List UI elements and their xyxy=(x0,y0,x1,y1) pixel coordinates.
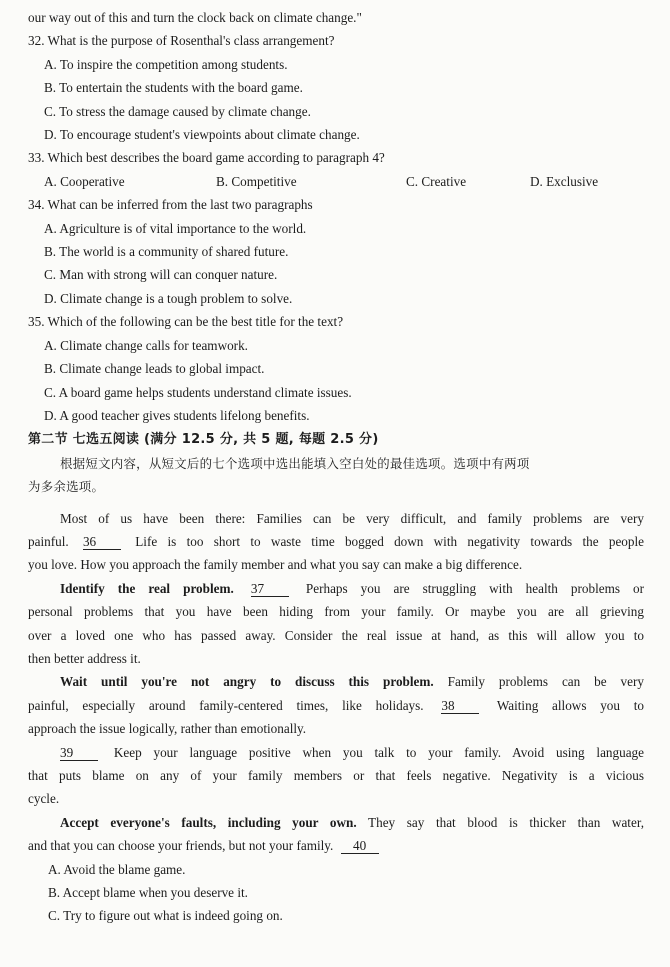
question-35 xyxy=(28,310,644,427)
passage-p5-text: and that you can choose your friends, but not your family. xyxy=(28,838,334,854)
passage-p1-line-3: you love. How you approach the family member and what you say can make a big difference. xyxy=(28,557,523,573)
question-32-stem: 32. What is the purpose of Rosenthal's class arrangement? xyxy=(28,33,335,49)
section-heading: 第二节 七选五阅读 (满分 12.5 分, 共 5 题, 每题 2.5 分) xyxy=(28,432,379,448)
passage-p4-line-1 xyxy=(28,741,644,764)
question-34-option-a: A. Agriculture is of vital importance to the world. xyxy=(44,220,307,236)
passage-p5-heading: Accept everyone's faults, including your own. xyxy=(60,814,357,830)
spacer xyxy=(28,499,644,507)
passage-p5-line-2 xyxy=(28,834,644,857)
passage-p5-line-1 xyxy=(28,811,644,834)
passage-p5-text: They say that blood is thicker than water, xyxy=(368,814,644,830)
question-32-option-c: C. To stress the damage caused by climate change. xyxy=(44,103,311,119)
passage-p3-line-2 xyxy=(28,694,644,717)
passage-closing-line: our way out of this and turn the clock back on climate change." xyxy=(28,10,362,25)
cloze-options xyxy=(28,858,644,928)
passage-p3-text: Waiting allows you to xyxy=(496,697,644,713)
question-34 xyxy=(28,193,644,310)
passage-p1-line-1: Most of us have been there: Families can be very difficult, and family problems are very xyxy=(60,510,644,526)
question-32-option-a: A. To inspire the competition among students. xyxy=(44,56,288,72)
section-instructions-line-2: 为多余选项。 xyxy=(28,479,105,495)
question-32-option-d: D. To encourage student's viewpoints about climate change. xyxy=(44,127,360,143)
passage-p3-heading: Wait until you're not angry to discuss this problem. xyxy=(60,674,434,690)
passage-p3-line-3: approach the issue logically, rather than emotionally. xyxy=(28,721,307,737)
cloze-passage xyxy=(28,507,644,858)
passage-p2-line-1 xyxy=(28,577,644,600)
question-35-option-a: A. Climate change calls for teamwork. xyxy=(44,337,248,353)
question-33-option-d: D. Exclusive xyxy=(530,173,599,189)
question-32 xyxy=(28,29,644,146)
passage-p2-line-4: then better address it. xyxy=(28,650,141,666)
passage-p4-line-2: that puts blame on any of your family members or that feels negative. Negativity is a vicious xyxy=(28,768,644,783)
question-35-option-b: B. Climate change leads to global impact. xyxy=(44,361,265,377)
question-35-option-c: C. A board game helps students understand climate issues. xyxy=(44,384,352,400)
question-33-options xyxy=(28,170,644,193)
passage-p2-text: Perhaps you are struggling with health problems or xyxy=(305,580,645,596)
cloze-option-a: A. Avoid the blame game. xyxy=(48,861,186,877)
question-33-option-c: C. Creative xyxy=(406,173,467,189)
cloze-option-b: B. Accept blame when you deserve it. xyxy=(48,885,248,901)
passage-p3-line-1 xyxy=(28,670,644,693)
passage-p3-text: painful, especially around family-centered times, like holidays. xyxy=(28,697,424,713)
question-34-option-b: B. The world is a community of shared future. xyxy=(44,244,289,260)
question-32-option-b: B. To entertain the students with the board game. xyxy=(44,80,303,96)
passage-p4-line-3: cycle. xyxy=(28,791,60,807)
passage-p1-text: Life is too short to waste time bogged down with negativity towards the people xyxy=(135,533,645,549)
question-33-option-b: B. Competitive xyxy=(216,173,297,189)
question-33 xyxy=(28,146,644,193)
blank-38[interactable]: 38 xyxy=(441,698,479,714)
blank-40[interactable]: 40 xyxy=(341,838,379,854)
section-instructions-line-1: 根据短文内容，从短文后的七个选项中选出能填入空白处的最佳选项。选项中有两项 xyxy=(60,455,530,471)
question-34-stem: 34. What can be inferred from the last two paragraphs xyxy=(28,197,313,213)
question-33-option-a: A. Cooperative xyxy=(44,173,125,189)
question-33-stem: 33. Which best describes the board game according to paragraph 4? xyxy=(28,150,385,166)
question-35-stem: 35. Which of the following can be the best title for the text? xyxy=(28,314,344,330)
blank-37[interactable]: 37 xyxy=(251,581,289,597)
blank-36[interactable]: 36 xyxy=(83,534,121,550)
passage-p1-text: painful. xyxy=(28,533,69,549)
question-35-option-d: D. A good teacher gives students lifelong benefits. xyxy=(44,407,310,423)
question-34-option-d: D. Climate change is a tough problem to solve. xyxy=(44,290,293,306)
passage-p1-line-2 xyxy=(28,530,644,553)
blank-39[interactable]: 39 xyxy=(60,745,98,761)
passage-p4-text: Keep your language positive when you talk to your family. Avoid using language xyxy=(113,744,645,760)
passage-p2-line-2: personal problems that you have been hiding from your family. Or maybe you are all grieving xyxy=(28,604,644,620)
question-34-option-c: C. Man with strong will can conquer nature. xyxy=(44,267,278,283)
passage-p2-heading: Identify the real problem. xyxy=(60,580,234,596)
passage-p3-text: Family problems can be very xyxy=(447,674,644,690)
passage-p2-line-3: over a loved one who has passed away. Consider the real issue at hand, as this will allow you to xyxy=(28,627,644,643)
cloze-option-c: C. Try to figure out what is indeed going on. xyxy=(48,908,283,924)
